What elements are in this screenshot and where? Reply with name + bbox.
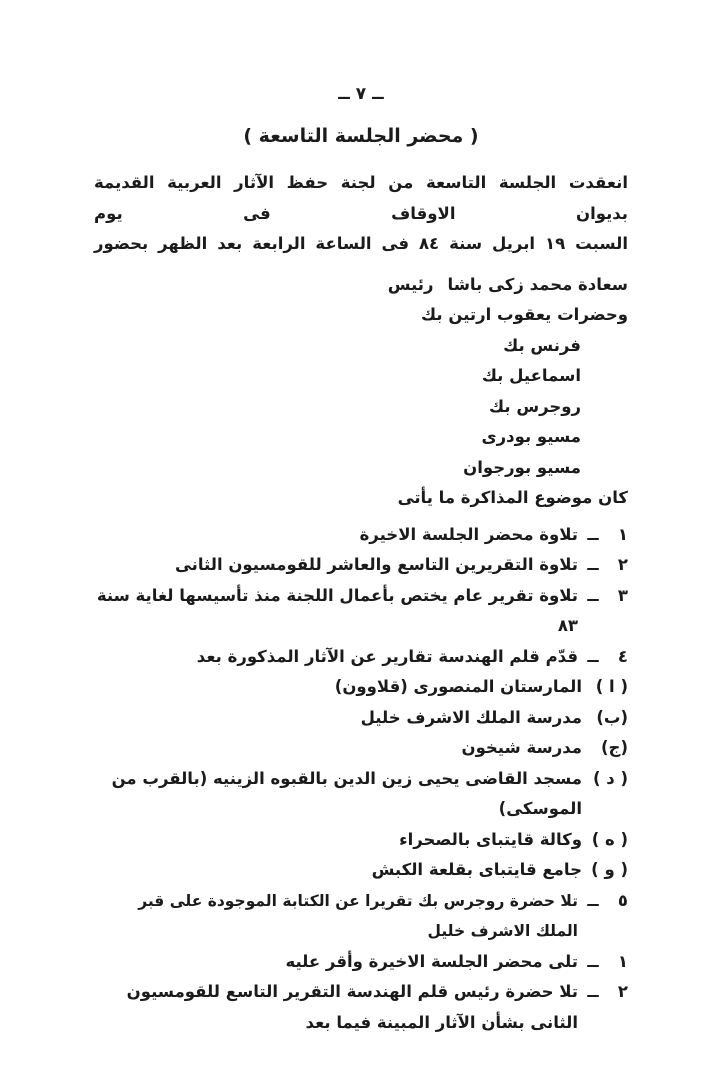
item-dash: ــ: [587, 890, 599, 910]
agenda-item: [94, 520, 628, 551]
item-text: المارستان المنصورى (قلاوون): [334, 677, 582, 696]
item-number: ٤: [617, 646, 628, 666]
monument-list: [94, 672, 628, 886]
item-text: تلاوة محضر الجلسة الاخيرة: [359, 524, 578, 544]
item-text: تلاوة التقريرين التاسع والعاشر للقومسيون الثانى: [174, 555, 578, 574]
item-dash: ــ: [587, 524, 599, 544]
item-number: ٢: [617, 982, 628, 1001]
item-number: ١: [617, 951, 628, 971]
attendee-row: مسيو بورجوان: [463, 457, 581, 477]
proceedings-list: [94, 886, 628, 1039]
attendee-row: اسماعيل بك: [481, 366, 581, 385]
attendee-row: فرنس بك: [503, 335, 581, 355]
item-text: تلا حضرة رئيس قلم الهندسة التقرير التاسع للقومسيون الثانى بشأن الآثار المبينة فيما بعد: [126, 982, 578, 1032]
item-letter: ( ه ): [591, 829, 628, 849]
item-text: تلاوة تقرير عام يختص بأعمال اللجنة منذ تأسيسها لغاية سنة ٨٣: [96, 585, 578, 635]
session-title: ( محضر الجلسة التاسعة ): [243, 125, 479, 147]
opening-paragraph: [94, 168, 628, 260]
attendee-list: [94, 270, 628, 484]
attendee-row: مسيو بودرى: [481, 427, 581, 446]
item-text: مدرسة الملك الاشرف خليل: [360, 707, 582, 727]
monument-item: [94, 672, 628, 703]
proceeding-item: [94, 947, 628, 978]
item-dash: ــ: [587, 646, 599, 666]
proceeding-item: [94, 886, 628, 947]
item-dash: ــ: [587, 951, 599, 971]
agenda-item: [94, 550, 628, 581]
attendee-role: رئيس: [387, 274, 434, 294]
monument-item: [94, 825, 628, 856]
attendee-row: وحضرات يعقوب ارتين بك: [421, 305, 628, 324]
item-number: ١: [617, 524, 628, 544]
item-letter: ( و ): [591, 860, 628, 879]
item-letter: (ب): [596, 707, 628, 727]
paragraph-line-1: انعقدت الجلسة التاسعة من لجنة حفظ الآثار العربية القديمة بديوان الاوقاف فى يوم: [94, 173, 628, 223]
monument-item: [94, 855, 628, 886]
item-number: ٥: [617, 890, 628, 910]
item-text: قدّم قلم الهندسة تقارير عن الآثار المذكورة بعد: [196, 646, 578, 666]
monument-item: [94, 764, 628, 825]
item-text: تلى محضر الجلسة الاخيرة وأقر عليه: [285, 951, 578, 971]
agenda-intro: كان موضوع المذاكرة ما يأتى: [397, 488, 628, 507]
agenda-item: [94, 642, 628, 673]
item-dash: ــ: [587, 585, 599, 605]
attendee-name: سعادة محمد زكى باشا: [447, 274, 628, 294]
item-text: تلا حضرة روجرس بك تقريرا عن الكتابة الموجودة على قبر الملك الاشرف خليل: [138, 891, 578, 940]
proceeding-item: [94, 977, 628, 1038]
page-number: ــ ٧ ــ: [338, 84, 384, 104]
item-letter: ( ا ): [595, 677, 628, 696]
item-letter: ( د ): [592, 768, 628, 788]
item-text: جامع قايتباى بقلعة الكبش: [371, 860, 582, 879]
item-dash: ــ: [587, 982, 599, 1001]
item-text: مسجد القاضى يحيى زين الدين بالقبوه الزينيه (بالقرب من الموسكى): [111, 768, 582, 818]
attendee-row: روجرس بك: [489, 396, 581, 416]
item-text: مدرسة شيخون: [461, 738, 582, 757]
paragraph-line-2: السبت ١٩ ابريل سنة ٨٤ فى الساعة الرابعة بعد الظهر بحضور: [94, 234, 628, 253]
attendee-row: [94, 270, 628, 301]
item-dash: ــ: [587, 555, 599, 574]
item-text: وكالة قايتباى بالصحراء: [399, 829, 582, 849]
item-number: ٣: [617, 585, 628, 605]
monument-item: [94, 703, 628, 734]
agenda-item: [94, 581, 628, 642]
text-block: [94, 0, 628, 1038]
item-number: ٢: [617, 555, 628, 574]
agenda-list: [94, 520, 628, 673]
monument-item: [94, 733, 628, 764]
item-letter: (ج): [601, 738, 628, 757]
